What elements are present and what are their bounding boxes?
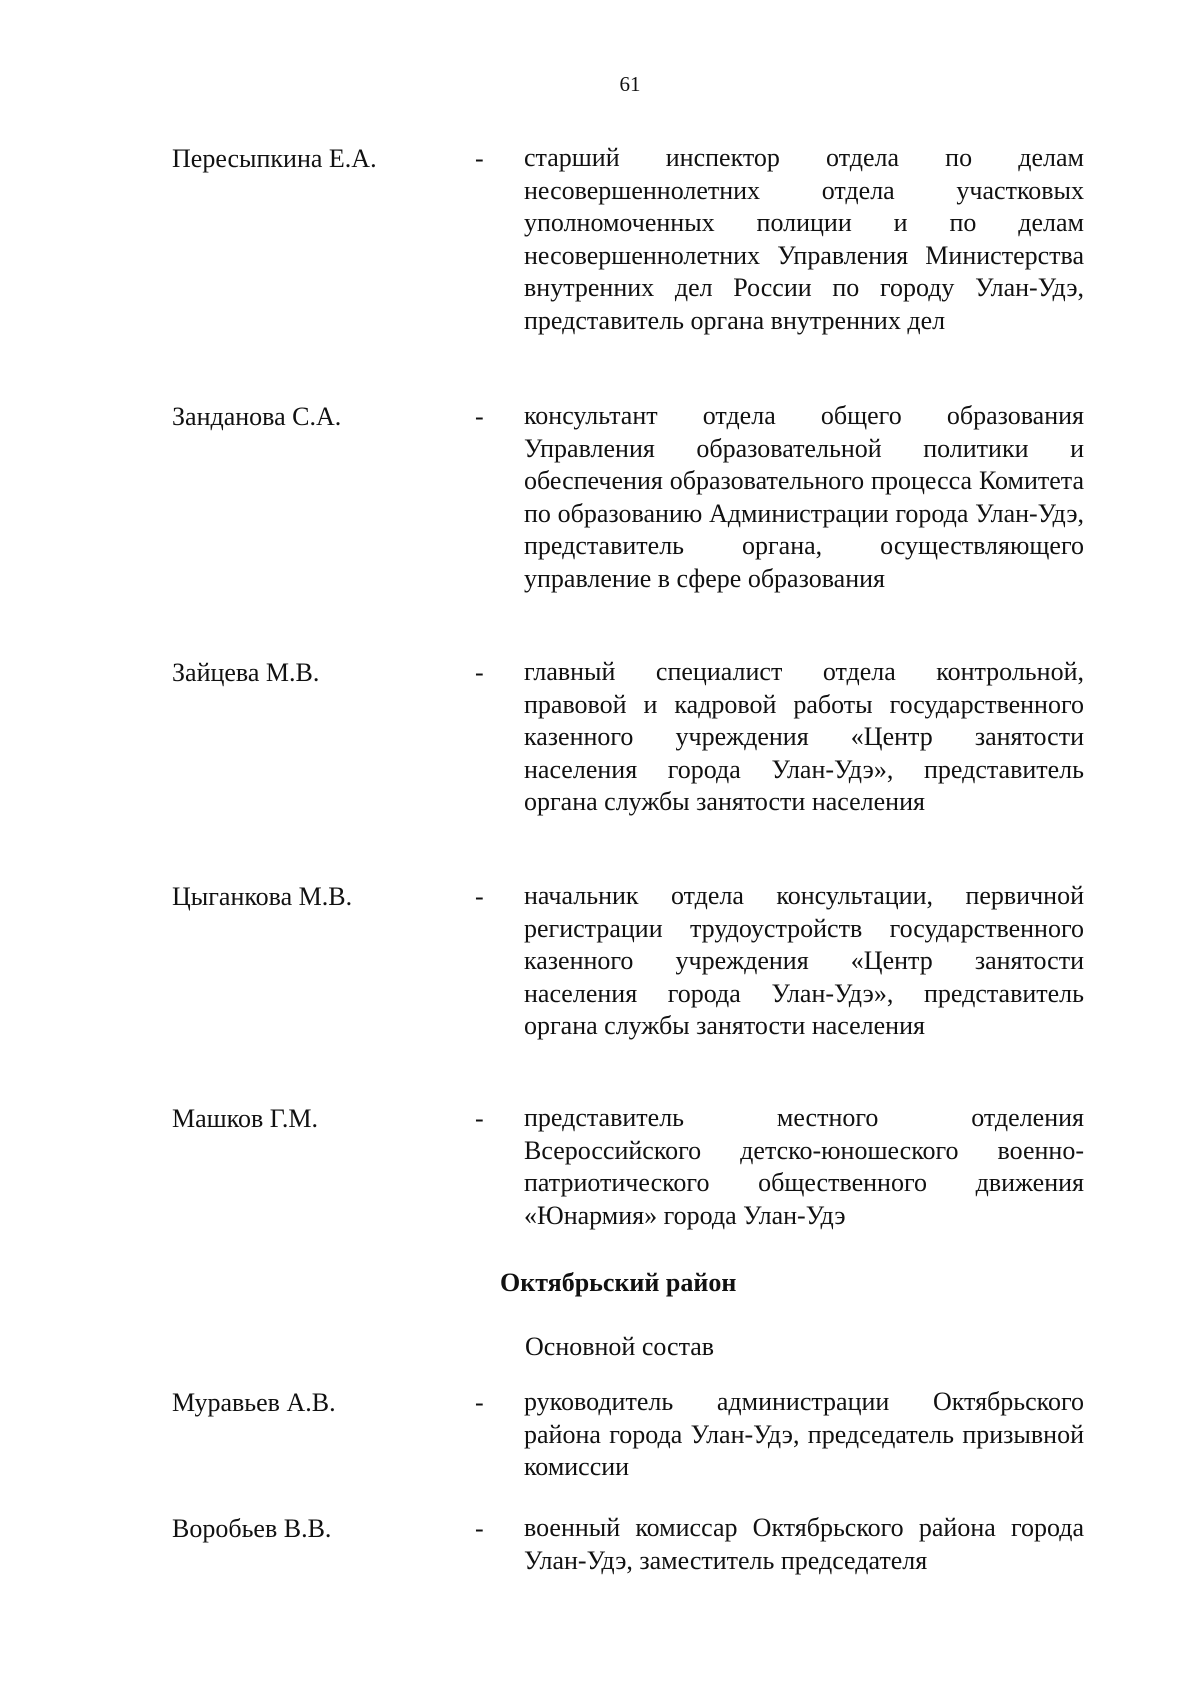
member-name: Воробьев В.В. [172,1514,332,1543]
member-description: руководитель администрации Октябрьского района города Улан-Удэ, председатель призывной комиссии [524,1387,1084,1482]
page-number: 61 [619,72,641,96]
member-description: консультант отдела общего образования Управления образовательной политики и обеспечения образовательного процесса Комитета по образованию Администрации города Улан-Удэ, представитель органа, осуществляющего управление в сфере образования [524,401,1084,593]
entry-dash: - [475,1514,484,1543]
entry-dash: - [475,882,484,911]
member-name: Зайцева М.В. [172,658,320,687]
member-entry [172,656,1084,817]
member-name: Пересыпкина Е.А. [172,144,377,173]
entry-dash: - [475,402,484,431]
entry-dash: - [475,1388,484,1417]
section-title: Октябрьский район [500,1268,737,1297]
member-name: Цыганкова М.В. [172,882,353,911]
member-description: представитель местного отделения Всероссийского детско-юношеского военно-патриотического общественного движения «Юнармия» города Улан-Удэ [524,1103,1084,1230]
member-description: старший инспектор отдела по делам несовершеннолетних отдела участковых уполномоченных полиции и по делам несовершеннолетних Управления Министерства внутренних дел России по городу Улан-Удэ, представитель органа внутренних дел [524,143,1084,335]
member-entry [172,880,1084,1041]
member-entry [172,1512,1084,1575]
entry-dash: - [475,144,484,173]
member-name: Муравьев А.В. [172,1388,336,1417]
entry-dash: - [475,658,484,687]
member-description: главный специалист отдела контрольной, правовой и кадровой работы государственного казенного учреждения «Центр занятости населения города Улан-Удэ», представитель органа службы занятости населения [524,657,1084,817]
member-description: начальник отдела консультации, первичной регистрации трудоустройств государственного казенного учреждения «Центр занятости населения города Улан-Удэ», представитель органа службы занятости населения [524,881,1084,1041]
member-description: военный комиссар Октябрьского района города Улан-Удэ, заместитель председателя [524,1513,1084,1575]
member-name: Занданова С.А. [172,402,342,431]
member-entry [172,142,1084,335]
member-entry [172,400,1084,593]
member-name: Машков Г.М. [172,1104,318,1133]
member-entry [172,1386,1084,1482]
member-entry [172,1102,1084,1230]
entry-dash: - [475,1104,484,1133]
section-subtitle: Основной состав [525,1332,715,1361]
